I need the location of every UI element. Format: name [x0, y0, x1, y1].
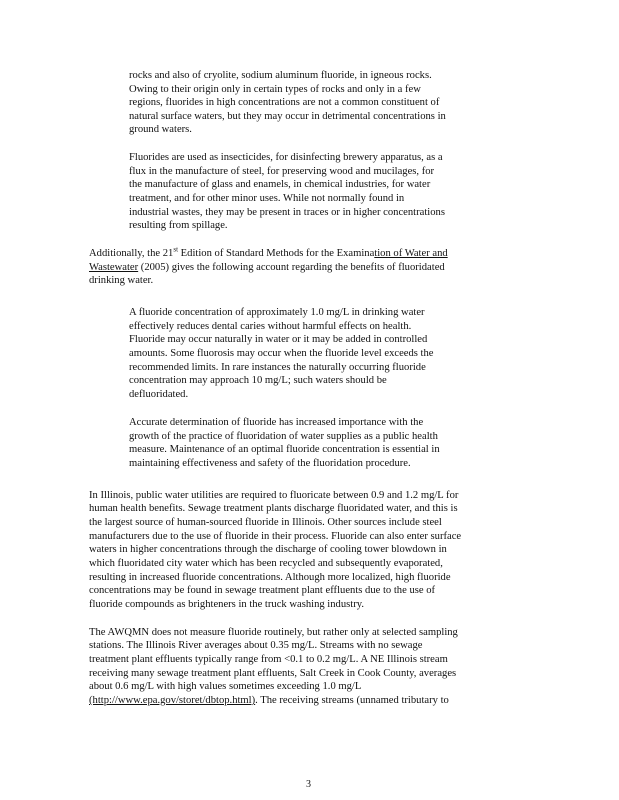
- quote-line: Owing to their origin only in certain types of rocks and only in a few: [129, 84, 421, 95]
- body-line: the largest source of human-sourced fluoride in Illinois. Other sources include steel: [89, 517, 442, 528]
- body-line: about 0.6 mg/L with high values sometimes exceeding 1.0 mg/L: [89, 681, 362, 692]
- body-line: fluoride compounds as brighteners in the truck washing industry.: [89, 599, 364, 610]
- body-line-with-link: [89, 694, 449, 707]
- quote-line: recommended limits. In rare instances the naturally occurring fluoride: [129, 362, 426, 373]
- quote-line: concentration may approach 10 mg/L; such waters should be: [129, 375, 387, 386]
- intro-text: Additionally, the 21: [89, 248, 174, 259]
- page-number: 3: [306, 779, 311, 790]
- intro-line-3: drinking water.: [89, 275, 154, 286]
- quote-line: natural surface waters, but they may occur in detrimental concentrations in: [129, 111, 446, 122]
- quote-line: defluoridated.: [129, 389, 189, 400]
- body-line: treatment plant effluents typically range from <0.1 to 0.2 mg/L. A NE Illinois stream: [89, 654, 448, 665]
- quote-line: Fluorides are used as insecticides, for disinfecting brewery apparatus, as a: [129, 152, 443, 163]
- body-line: concentrations may be found in sewage treatment plant effluents due to the use of: [89, 585, 436, 596]
- body-line: receiving many sewage treatment plant effluents, Salt Creek in Cook County, averages: [89, 668, 457, 679]
- quote-line: ground waters.: [129, 124, 192, 135]
- quote-line: amounts. Some fluorosis may occur when the fluoride level exceeds the: [129, 348, 434, 359]
- body-line: resulting in increased fluoride concentrations. Although more localized, high fluoride: [89, 572, 451, 583]
- book-title: tion of Water and: [374, 248, 448, 259]
- quote-line: resulting from spillage.: [129, 220, 228, 231]
- storet-link[interactable]: (http://www.epa.gov/storet/dbtop.html): [89, 695, 256, 706]
- body-line: manufacturers due to the use of fluoride in their process. Fluoride can also enter surface: [89, 531, 462, 542]
- superscript: st: [173, 245, 179, 254]
- intro-text: Edition of Standard Methods for the Examina: [178, 248, 375, 259]
- quote-line: regions, fluorides in high concentrations are not a common constituent of: [129, 97, 440, 108]
- quote-line: maintaining effectiveness and safety of the fluoridation procedure.: [129, 458, 411, 469]
- intro-line-1: [89, 247, 448, 260]
- quote-line: industrial wastes, they may be present in traces or in higher concentrations: [129, 207, 445, 218]
- body-line: waters in higher concentrations through the discharge of cooling tower blowdown in: [89, 544, 447, 555]
- quote-line: A fluoride concentration of approximately 1.0 mg/L in drinking water: [129, 307, 425, 318]
- intro-line-2: [89, 261, 445, 274]
- quote-line: effectively reduces dental caries without harmful effects on health.: [129, 321, 412, 332]
- body-line: In Illinois, public water utilities are required to fluoricate between 0.9 and 1.2 mg/L for: [89, 490, 459, 501]
- body-line: stations. The Illinois River averages about 0.35 mg/L. Streams with no sewage: [89, 640, 423, 651]
- quote-line: Accurate determination of fluoride has increased importance with the: [129, 417, 424, 428]
- quote-line: rocks and also of cryolite, sodium aluminum fluoride, in igneous rocks.: [129, 70, 432, 81]
- book-title: Wastewater: [89, 262, 139, 273]
- quote-line: the manufacture of glass and enamels, in chemical industries, for water: [129, 179, 431, 190]
- body-line: human health benefits. Sewage treatment plants discharge fluoridated water, and this is: [89, 503, 458, 514]
- quote-line: Fluoride may occur naturally in water or it may be added in controlled: [129, 334, 428, 345]
- intro-text: (2005) gives the following account regarding the benefits of fluoridated: [138, 262, 445, 273]
- quote-line: growth of the practice of fluoridation of water supplies as a public health: [129, 431, 438, 442]
- quote-line: treatment, and for other minor uses. While not normally found in: [129, 193, 405, 204]
- quote-line: measure. Maintenance of an optimal fluoride concentration is essential in: [129, 444, 440, 455]
- body-line: which fluoridated city water which has been recycled and subsequently evaporated,: [89, 558, 443, 569]
- body-text: . The receiving streams (unnamed tributary to: [255, 695, 449, 706]
- quote-line: flux in the manufacture of steel, for preserving wood and mucilages, for: [129, 166, 435, 177]
- body-line: The AWQMN does not measure fluoride routinely, but rather only at selected sampling: [89, 627, 458, 638]
